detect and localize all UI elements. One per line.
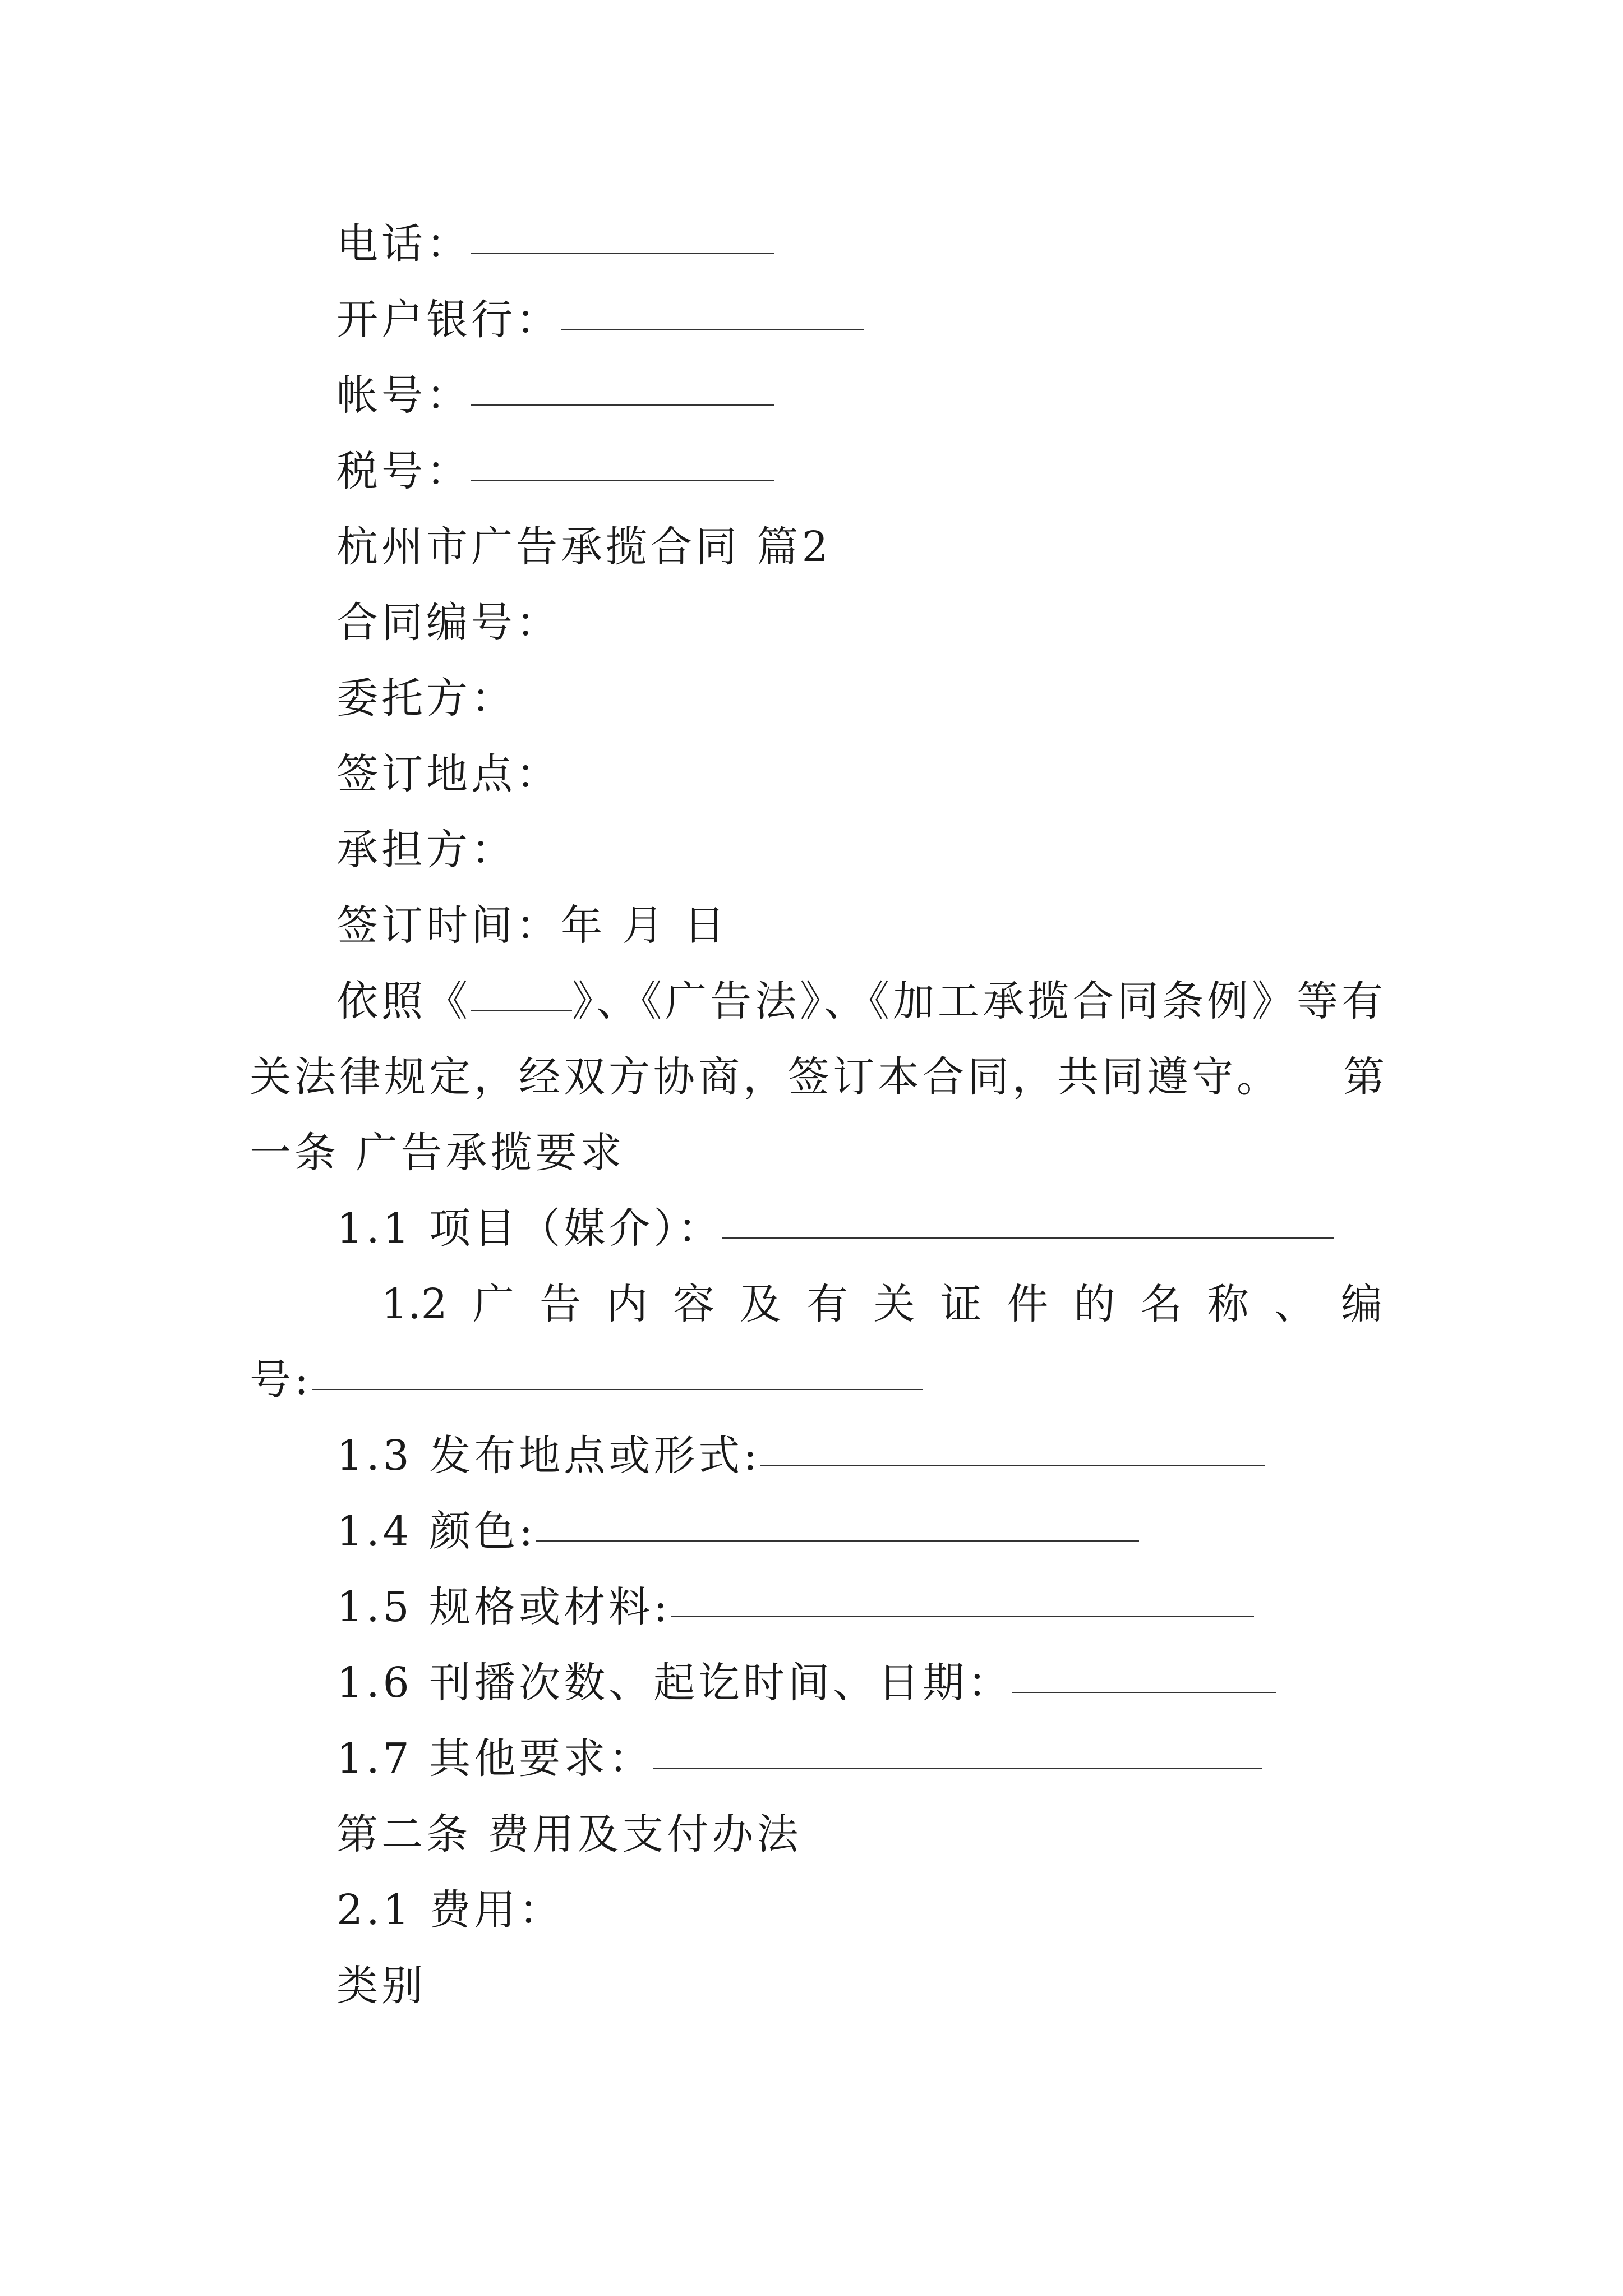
phone-blank — [471, 216, 774, 254]
item-1-6-blank — [1012, 1655, 1276, 1693]
heading-title: 杭州市广告承揽合同 — [336, 523, 740, 571]
account-label: 帐号： — [336, 371, 471, 420]
tax-field — [336, 443, 774, 499]
account-field — [336, 367, 774, 424]
item-1-7-label: 1.7 其他要求： — [336, 1734, 654, 1783]
item-1-6-label: 1.6 刊播次数、起讫时间、日期： — [336, 1659, 1013, 1707]
phone-label: 电话： — [336, 220, 471, 268]
category-field — [336, 1958, 426, 2014]
item-1-7-blank — [653, 1731, 1262, 1769]
item-1-4-blank — [536, 1503, 1139, 1542]
fee-label: 2.1 费用： — [336, 1886, 564, 1934]
sign-place-field — [336, 746, 561, 802]
contractor-field — [336, 822, 516, 878]
item-1-2-char: 的 — [1073, 1280, 1115, 1328]
item-1-2-char: 广 — [472, 1280, 514, 1328]
client-label: 委托方： — [336, 674, 516, 723]
document-heading — [336, 519, 832, 575]
item-1-2-blank — [312, 1352, 923, 1390]
article-1-label: 一条 广告承揽要求 — [250, 1129, 625, 1177]
item-1-3-label: 1.3 发布地点或形式: — [336, 1432, 761, 1480]
heading-part: 篇2 — [757, 523, 832, 571]
item-1-2-continued — [250, 1352, 923, 1408]
category-label: 类别 — [336, 1962, 426, 2010]
item-1-4-label: 1.4 颜色: — [336, 1507, 537, 1556]
item-1-2-tail: 号: — [250, 1356, 312, 1404]
item-1-3-blank — [760, 1428, 1265, 1466]
item-1-3 — [336, 1428, 1265, 1484]
intro-line-2 — [250, 1049, 1281, 1105]
item-1-2-char: 、 — [1274, 1280, 1316, 1328]
intro-text-a: 依照《 — [336, 977, 471, 1025]
item-1-1-blank — [722, 1200, 1334, 1239]
item-1-7 — [336, 1731, 1262, 1787]
bank-label: 开户银行： — [336, 296, 561, 344]
contract-number-label: 合同编号： — [336, 599, 561, 647]
intro-text-d: 第 — [1343, 1053, 1388, 1101]
fee-field — [336, 1882, 564, 1938]
bank-blank — [561, 292, 864, 330]
item-1-6 — [336, 1655, 1276, 1711]
item-1-5-label: 1.5 规格或材料: — [336, 1583, 671, 1631]
item-1-2-char: 有 — [806, 1280, 849, 1328]
contract-number-field — [336, 595, 561, 651]
item-1-2-char: 关 — [873, 1280, 915, 1328]
item-1-2-char: 及 — [740, 1280, 782, 1328]
item-1-1 — [336, 1200, 1334, 1257]
intro-text-b: 》、《广告法》、《加工承揽合同条例》等有 — [572, 977, 1386, 1025]
item-1-5 — [336, 1579, 1254, 1635]
item-1-2-char: 称 — [1207, 1280, 1249, 1328]
contractor-label: 承担方： — [336, 826, 516, 874]
phone-field — [336, 216, 774, 272]
sign-place-label: 签订地点： — [336, 750, 561, 798]
item-1-2-char: 编 — [1341, 1280, 1382, 1328]
item-1-1-label: 1.1 项目（媒介）： — [336, 1204, 723, 1253]
sign-time-field — [336, 898, 728, 954]
client-field — [336, 670, 516, 726]
intro-line-1 — [336, 973, 1386, 1029]
item-1-4 — [336, 1503, 1139, 1559]
item-1-2-char: 证 — [940, 1280, 982, 1328]
tax-label: 税号： — [336, 447, 471, 495]
item-1-2-char: 件 — [1007, 1280, 1049, 1328]
item-1-2-char: 告 — [539, 1280, 581, 1328]
tax-blank — [471, 443, 774, 481]
law-blank — [471, 973, 572, 1011]
item-1-5-blank — [671, 1579, 1254, 1617]
item-1-2-char: 内 — [606, 1280, 648, 1328]
item-1-2 — [381, 1276, 1382, 1332]
article-2-label: 第二条 费用及支付办法 — [336, 1810, 802, 1858]
intro-text-c: 关法律规定，经双方协商，签订本合同，共同遵守。 — [250, 1053, 1281, 1101]
item-1-2-char: 1.2 — [381, 1280, 448, 1328]
item-1-2-char: 容 — [673, 1280, 715, 1328]
item-1-2-char: 名 — [1140, 1280, 1182, 1328]
sign-time-label: 签订时间：年 月 日 — [336, 901, 729, 950]
bank-field — [336, 292, 864, 348]
intro-line-2-tail — [1343, 1049, 1388, 1105]
article-2-title — [336, 1806, 802, 1862]
account-blank — [471, 367, 774, 406]
article-1-title — [250, 1125, 625, 1181]
